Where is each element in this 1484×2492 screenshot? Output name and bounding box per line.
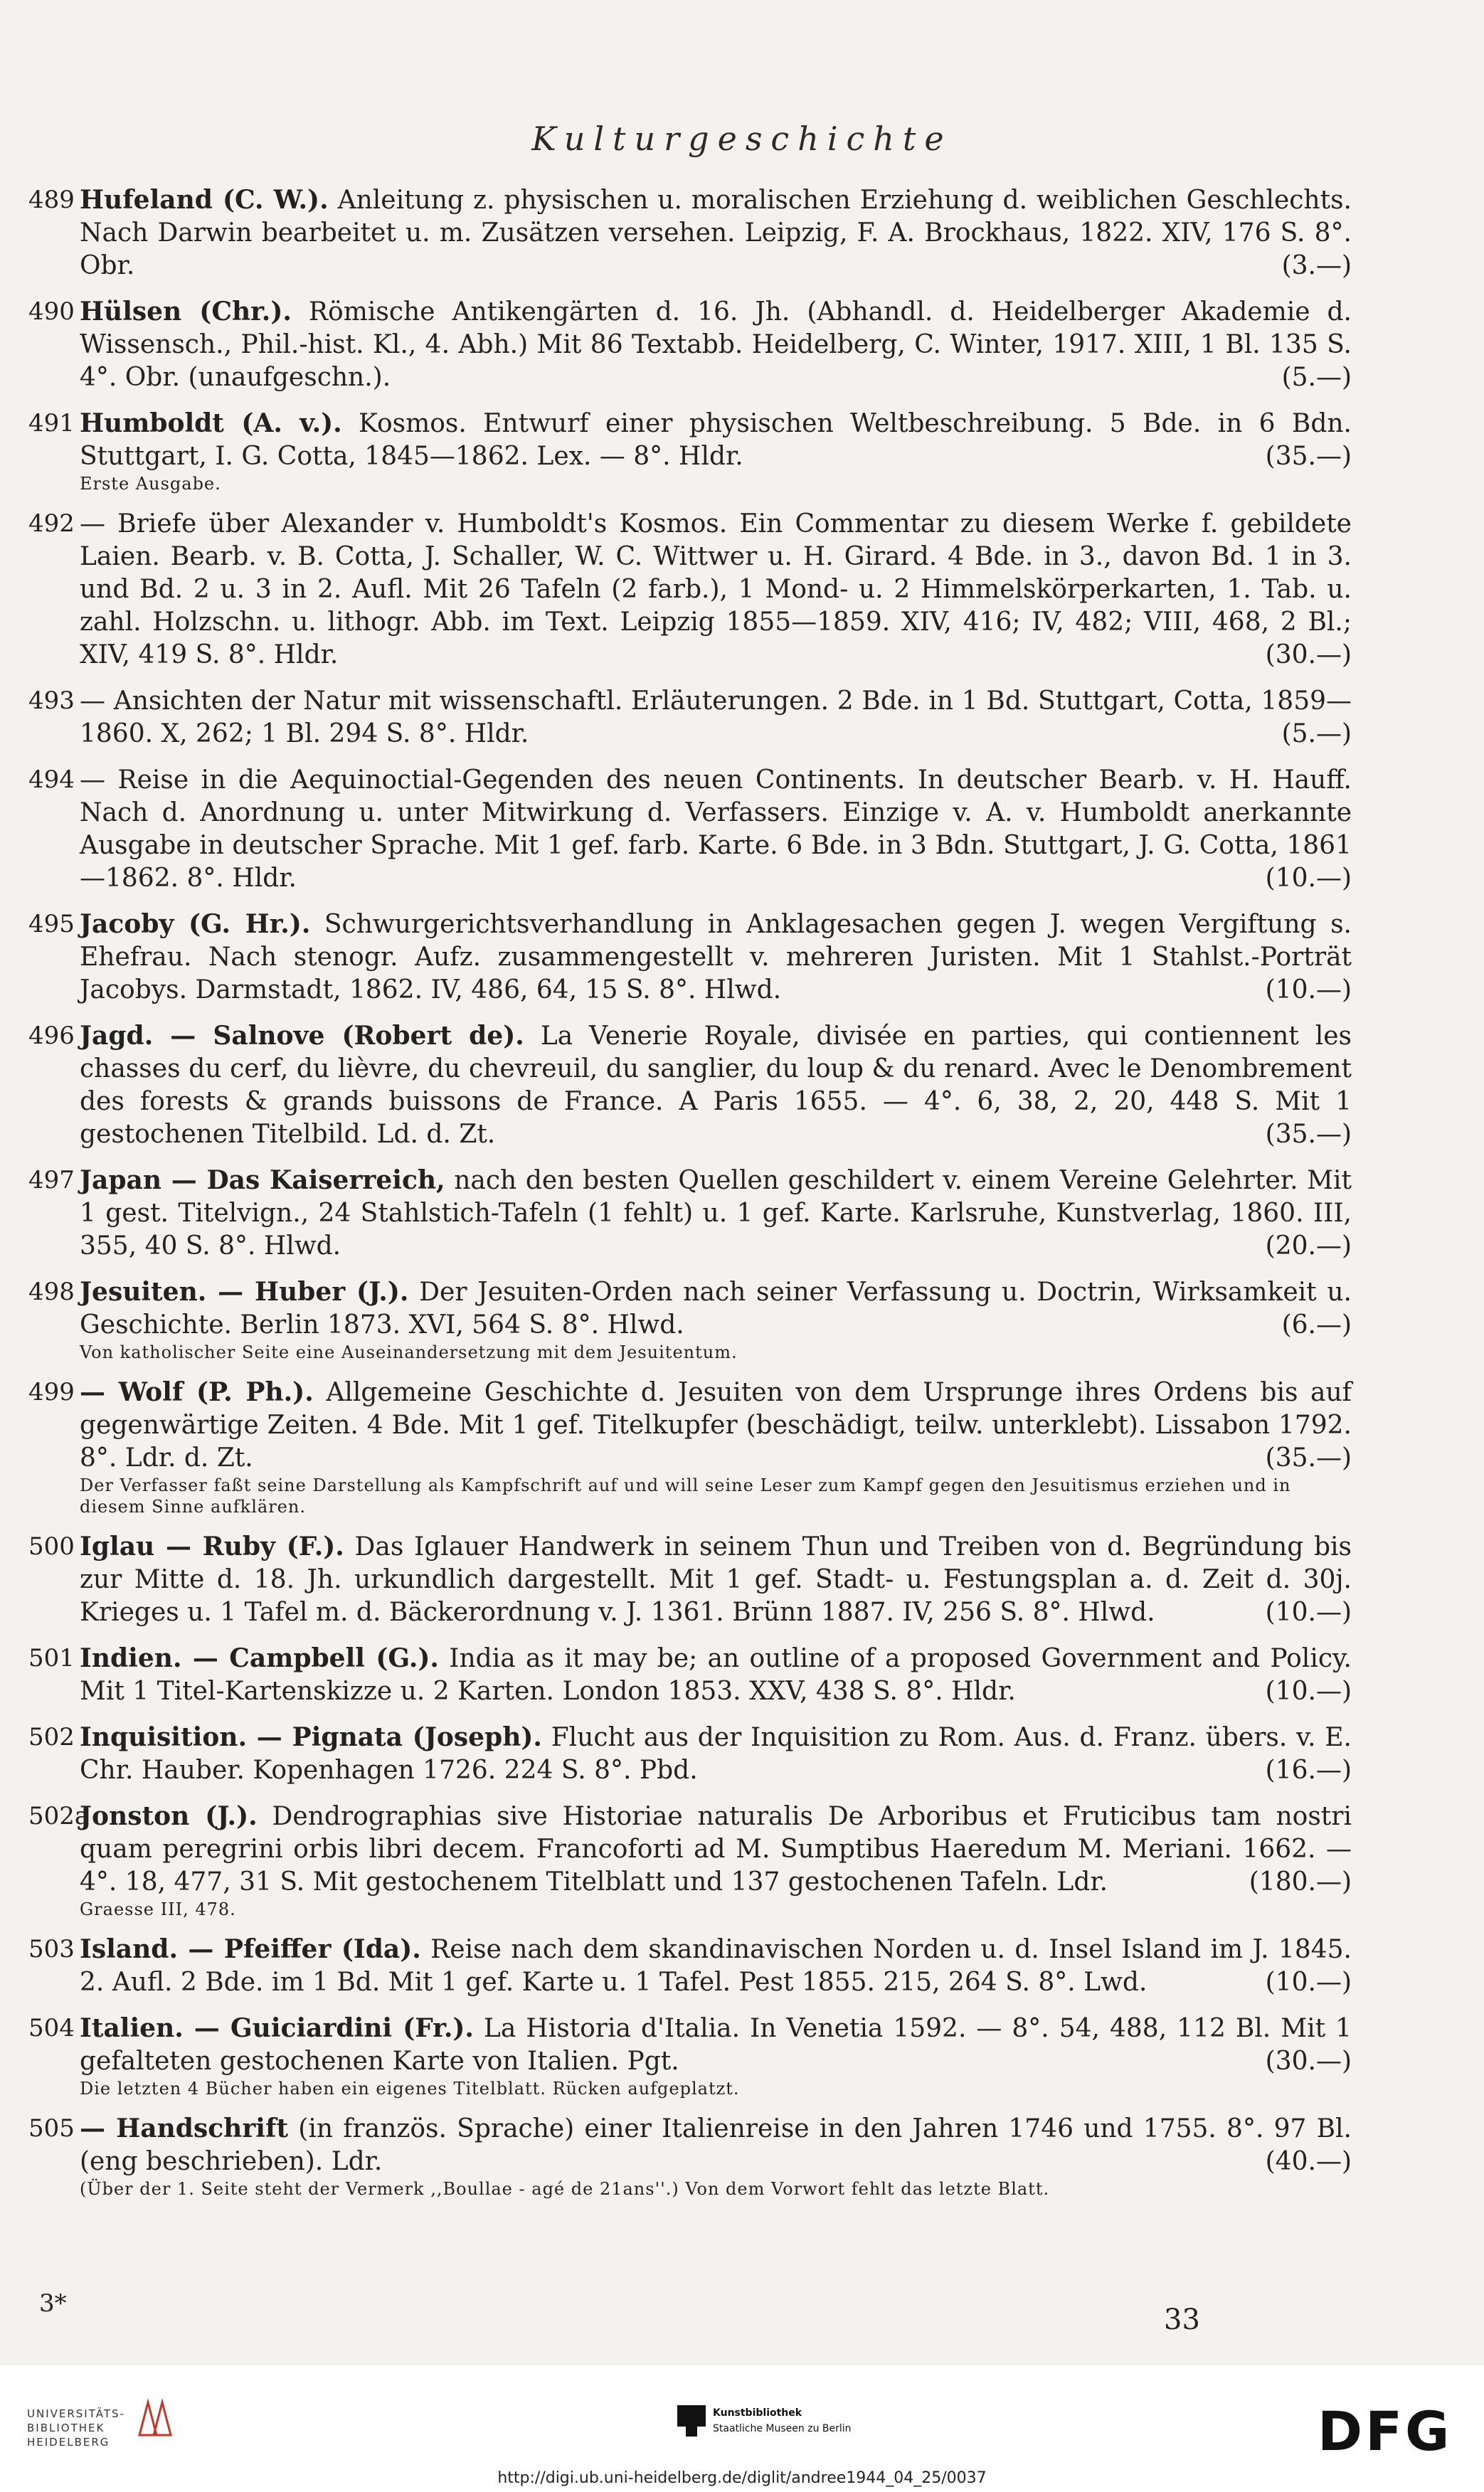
entry-description: Dendrographias sive Historiae naturalis De Arboribus et Fruticibus tam nostri quam peregrini orbis libri decem. Francoforti ad M. Sumptibus Haeredum M. Meriani. 1662. — 4°. 18, 477, 31 S. Mit gestochenem Titelblatt und 137 gestochenen Tafeln. Ldr. [80,1802,1352,1897]
entry-body [80,1721,1352,1787]
entry-note: Von katholischer Seite eine Auseinandersetzung mit dem Jesuitentum. [80,1342,738,1362]
university-library-label [27,2407,125,2449]
entry-price: (10.—) [1265,1598,1352,1627]
dfg-logo: DFG [1318,2400,1453,2463]
signature-mark: 3* [39,2289,67,2318]
entry-body [80,407,1352,473]
entry-price: (10.—) [1265,864,1352,893]
kunstbibliothek-label [713,2405,852,2437]
catalog-entry [28,908,1352,1007]
entry-number: 490 [28,297,75,326]
catalog-entry [28,1933,1352,1999]
entry-price: (20.—) [1265,1231,1352,1261]
entry-note: Erste Ausgabe. [80,474,221,494]
entry-author: Jesuiten. — Huber (J.). [80,1277,409,1307]
entry-description: La Historia d'Italia. In Venetia 1592. — 8°. 54, 488, 112 Bl. Mit 1 gefalteten gestochenen Karte von Italien. Pgt. [80,2014,1352,2076]
entry-author: Humboldt (A. v.). [80,408,342,438]
entry-body [80,1376,1352,1475]
catalog-entry [28,1276,1352,1363]
entry-price: (40.—) [1265,2147,1352,2176]
entry-number: 497 [28,1166,75,1194]
entry-price: (10.—) [1265,1968,1352,1997]
catalog-entry [28,1019,1352,1151]
catalog-entry [28,507,1352,672]
entry-body [80,1642,1352,1708]
entry-body [80,295,1352,394]
catalog-entry [28,1721,1352,1787]
univ-label-line: BIBLIOTHEK [27,2422,105,2434]
entry-body [80,2112,1352,2178]
catalog-entry [28,763,1352,895]
catalog-entry [28,684,1352,751]
entry-price: (30.—) [1265,640,1352,669]
catalog-entry [28,295,1352,394]
univ-label-line: UNIVERSITÄTS- [27,2407,125,2420]
entry-author: Japan — Das Kaiserreich, [80,1165,445,1195]
entry-price: (6.—) [1281,1310,1352,1340]
entry-price: (35.—) [1265,1443,1352,1473]
entry-author: Island. — Pfeiffer (Ida). [80,1934,421,1964]
entry-author: Jacoby (G. Hr.). [80,909,311,939]
entry-price: (35.—) [1265,1120,1352,1149]
catalog-entry [28,1800,1352,1920]
entry-description: — Reise in die Aequinoctial-Gegenden des neuen Continents. In deutscher Bearb. v. H. Hauff. Nach d. Anordnung u. unter Mitwirkung d. Verfassers. Einzige v. A. v. Humboldt anerkannte Ausgabe in deutscher Sprache. Mit 1 gef. farb. Karte. 6 Bde. in 3 Bdn. Stuttgart, J. G. Cotta, 1861—1862. 8°. Hldr. [80,765,1352,893]
catalog-entry [28,1642,1352,1708]
footer-bar [0,2365,1484,2492]
entry-description: Anleitung z. physischen u. moralischen Erziehung d. weiblichen Geschlechts. Nach Darwin bearbeitet u. m. Zusätzen versehen. Leipzig, F. A. Brockhaus, 1822. XIV, 176 S. 8°. Obr. [80,186,1352,280]
entry-author: Italien. — Guiciardini (Fr.). [80,2013,474,2043]
entry-author: Iglau — Ruby (F.). [80,1532,344,1562]
entry-number: 502 [28,1723,75,1751]
catalog-entry-list [28,184,1352,2212]
entry-description: Der Jesuiten-Orden nach seiner Verfassung u. Doctrin, Wirksamkeit u. Geschichte. Berlin 1873. XVI, 564 S. 8°. Hlwd. [80,1278,1352,1340]
permalink-url[interactable]: http://digi.ub.uni-heidelberg.de/diglit/andree1944_04_25/0037 [497,2469,987,2487]
entry-body [80,2012,1352,2078]
entry-number: 495 [28,910,75,938]
entry-description: Reise nach dem skandinavischen Norden u. d. Insel Island im J. 1845. 2. Aufl. 2 Bde. im 1 Bd. Mit 1 gef. Karte u. 1 Tafel. Pest 1855. 215, 264 S. 8°. Lwd. [80,1935,1352,1997]
entry-description: Römische Antikengärten d. 16. Jh. (Abhandl. d. Heidelberger Akademie d. Wissensch., Phil.-hist. Kl., 4. Abh.) Mit 86 Textabb. Heidelberg, C. Winter, 1917. XIII, 1 Bl. 135 S. 4°. Obr. (unaufgeschn.). [80,297,1352,392]
entry-number: 498 [28,1278,75,1306]
entry-number: 502a [28,1802,90,1830]
entry-author: Inquisition. — Pignata (Joseph). [80,1722,542,1752]
entry-body [80,184,1352,282]
entry-description: — Ansichten der Natur mit wissenschaftl. Erläuterungen. 2 Bde. in 1 Bd. Stuttgart, Cotta, 1859—1860. X, 262; 1 Bl. 294 S. 8°. Hldr. [80,686,1352,748]
univ-label-line: HEIDELBERG [27,2436,110,2449]
entry-body [80,1933,1352,1999]
catalog-entry [28,407,1352,494]
catalog-entry [28,1376,1352,1517]
entry-description: (in französ. Sprache) einer Italienreise in den Jahren 1746 und 1755. 8°. 97 Bl. (eng beschrieben). Ldr. [80,2114,1352,2176]
kb-title: Kunstbibliothek [713,2407,802,2419]
entry-author: Jonston (J.). [80,1801,258,1831]
entry-description: — Briefe über Alexander v. Humboldt's Kosmos. Ein Commentar zu diesem Werke f. gebildete Laien. Bearb. v. B. Cotta, J. Schaller, W. C. Wittwer u. H. Girard. 4 Bde. in 3., davon Bd. 1 in 3. und Bd. 2 u. 3 in 2. Aufl. Mit 26 Tafeln (2 farb.), 1 Mond- u. 2 Himmelskörperkarten, 1. Tab. u. zahl. Holzschn. u. lithogr. Abb. im Text. Leipzig 1855—1859. XIV, 416; IV, 482; VIII, 468, 2 Bl.; XIV, 419 S. 8°. Hldr. [80,509,1352,669]
entry-price: (30.—) [1265,2047,1352,2076]
entry-note: (Über der 1. Seite steht der Vermerk ,,Boullae - agé de 21ans''.) Von dem Vorwort fehlt das letzte Blatt. [80,2179,1050,2199]
entry-number: 491 [28,409,75,438]
entry-price: (16.—) [1265,1756,1352,1785]
entry-number: 493 [28,686,75,715]
entry-description: India as it may be; an outline of a proposed Government and Policy. Mit 1 Titel-Kartenskizze u. 2 Karten. London 1853. XXV, 438 S. 8°. Hldr. [80,1644,1352,1706]
entry-body [80,1164,1352,1263]
entry-body [80,763,1352,895]
entry-body [80,1019,1352,1151]
entry-author: Hülsen (Chr.). [80,297,292,327]
entry-number: 494 [28,765,75,794]
entry-description: Das Iglauer Handwerk in seinem Thun und Treiben von d. Begründung bis zur Mitte d. 18. Jh. urkundlich dargestellt. Mit 1 gef. Stadt- u. Festungsplan a. d. Zeit d. 30j. Krieges u. 1 Tafel m. d. Bäckerordnung v. J. 1361. Brünn 1887. IV, 256 S. 8°. Hlwd. [80,1532,1352,1627]
entry-number: 489 [28,186,75,214]
entry-description: nach den besten Quellen geschildert v. einem Vereine Gelehrter. Mit 1 gest. Titelvign., 24 Stahlstich-Tafeln (1 fehlt) u. 1 gef. Karte. Karlsruhe, Kunstverlag, 1860. III, 355, 40 S. 8°. Hlwd. [80,1166,1352,1261]
page-header-title: Kulturgeschichte [531,120,953,158]
entry-number: 492 [28,509,75,538]
entry-description: Flucht aus der Inquisition zu Rom. Aus. d. Franz. übers. v. E. Chr. Hauber. Kopenhagen 1726. 224 S. 8°. Pbd. [80,1723,1352,1785]
entry-description: Allgemeine Geschichte d. Jesuiten von dem Ursprunge ihres Ordens bis auf gegenwärtige Zeiten. 4 Bde. Mit 1 gef. Titelkupfer (beschädigt, teilw. unterklebt). Lissabon 1792. 8°. Ldr. d. Zt. [80,1378,1352,1473]
entry-price: (3.—) [1281,251,1352,280]
entry-description: La Venerie Royale, divisée en parties, qui contiennent les chasses du cerf, du lièvre, du chevreuil, du sanglier, du loup & du renard. Avec le Denombrement des forests & grands buissons de France. A Paris 1655. — 4°. 6, 38, 2, 20, 448 S. Mit 1 gestochenen Titelbild. Ld. d. Zt. [80,1022,1352,1149]
entry-body [80,684,1352,751]
entry-author: Indien. — Campbell (G.). [80,1643,439,1673]
entry-description: Schwurgerichtsverhandlung in Anklagesachen gegen J. wegen Vergiftung s. Ehefrau. Nach stenogr. Aufz. zusammengestellt v. mehreren Juristen. Mit 1 Stahlst.-Porträt Jacobys. Darmstadt, 1862. IV, 486, 64, 15 S. 8°. Hlwd. [80,910,1352,1004]
entry-body [80,1800,1352,1899]
entry-note: Graesse III, 478. [80,1899,236,1919]
catalog-entry [28,1164,1352,1263]
page-number: 33 [1164,2303,1200,2336]
catalog-entry [28,184,1352,282]
entry-number: 501 [28,1644,75,1672]
entry-number: 505 [28,2114,75,2143]
catalog-entry [28,1530,1352,1629]
entry-number: 503 [28,1935,75,1963]
entry-price: (10.—) [1265,975,1352,1004]
entry-number: 500 [28,1532,75,1561]
kunstbibliothek-logo-icon [677,2405,706,2437]
entry-author: Jagd. — Salnove (Robert de). [80,1021,524,1051]
entry-body [80,1530,1352,1629]
entry-price: (5.—) [1281,363,1352,392]
entry-description: Kosmos. Entwurf einer physischen Weltbeschreibung. 5 Bde. in 6 Bdn. Stuttgart, I. G. Cotta, 1845—1862. Lex. — 8°. Hldr. [80,409,1352,471]
entry-note: Der Verfasser faßt seine Darstellung als Kampfschrift auf und will seine Leser zum Kampf gegen den Jesuitismus erziehen und in diesem Sinne aufklären. [80,1475,1291,1517]
entry-price: (180.—) [1249,1867,1352,1897]
entry-price: (35.—) [1265,442,1352,471]
university-logo-icon [134,2398,176,2441]
entry-number: 496 [28,1022,75,1050]
entry-price: (10.—) [1265,1677,1352,1706]
entry-author: — Wolf (P. Ph.). [80,1377,314,1407]
catalog-entry [28,2012,1352,2099]
entry-body [80,908,1352,1007]
entry-number: 504 [28,2014,75,2042]
entry-note: Die letzten 4 Bücher haben ein eigenes Titelblatt. Rücken aufgeplatzt. [80,2079,740,2099]
entry-price: (5.—) [1281,719,1352,748]
entry-author: — Handschrift [80,2114,289,2143]
entry-body [80,507,1352,672]
entry-number: 499 [28,1378,75,1406]
kb-subtitle: Staatliche Museen zu Berlin [713,2423,852,2434]
catalog-entry [28,2112,1352,2200]
entry-body [80,1276,1352,1342]
entry-author: Hufeland (C. W.). [80,185,329,215]
